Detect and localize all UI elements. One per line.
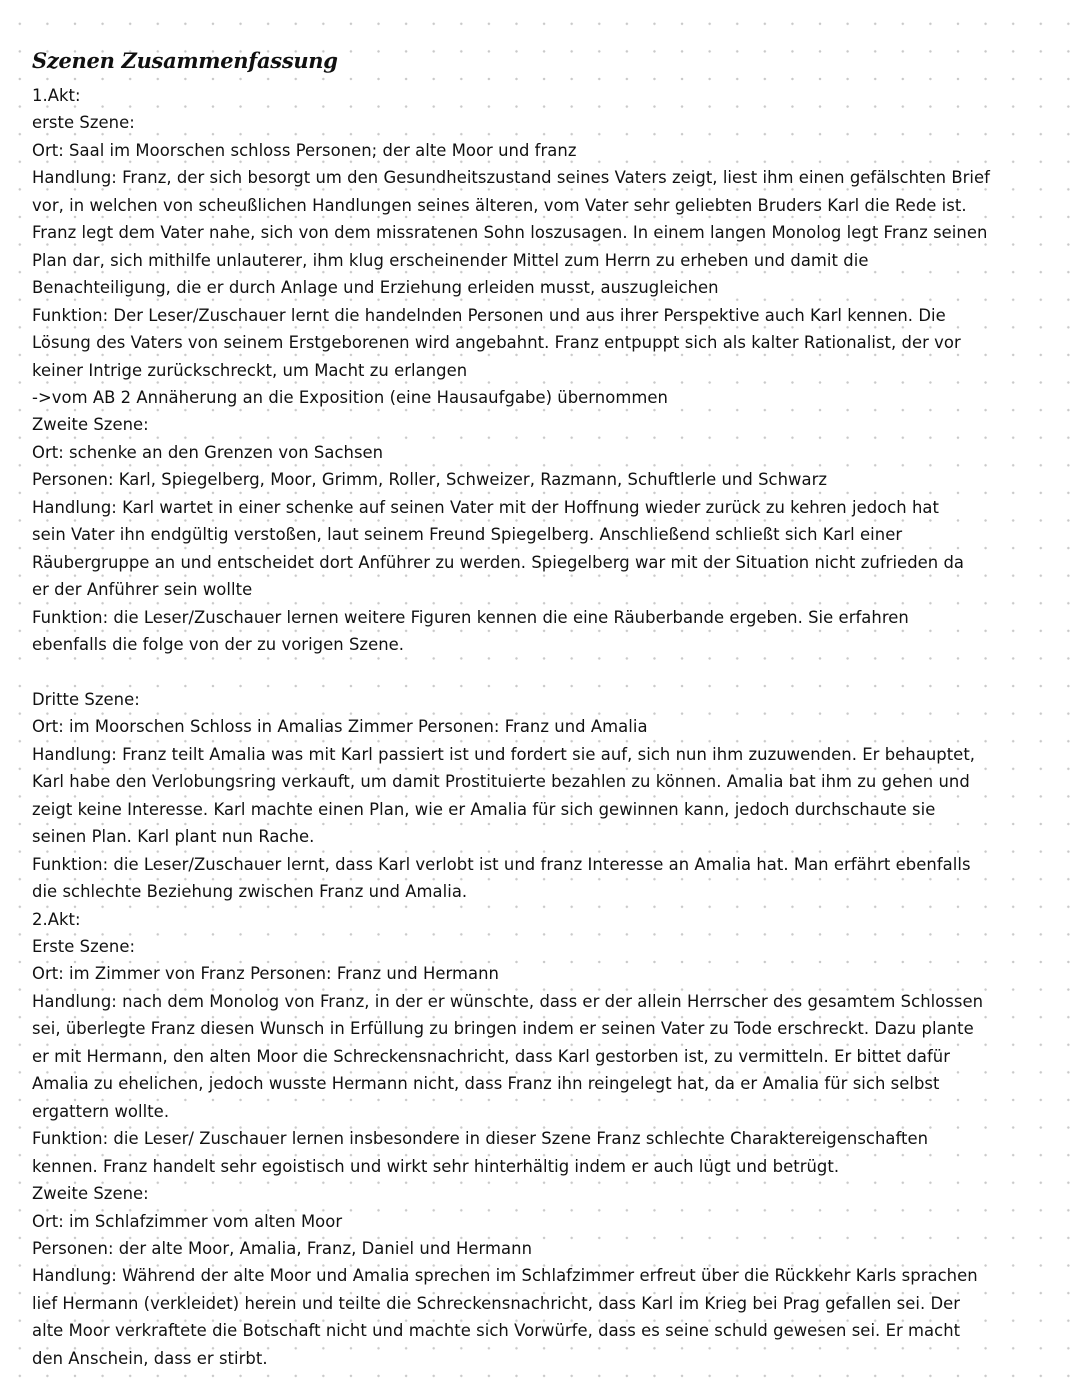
text-line: Handlung: Franz, der sich besorgt um den Gesundheitszustand seines Vaters zeigt, liest ihm einen gefälschten Brief (32, 168, 990, 188)
text-line: Benachteiligung, die er durch Anlage und Erziehung erleiden musst, auszugleichen (32, 278, 719, 298)
text-line: Ort: schenke an den Grenzen von Sachsen (32, 442, 384, 462)
text-line: Funktion: die Leser/ Zuschauer lernen insbesondere in dieser Szene Franz schlechte Charaktereigenschaften (32, 1129, 929, 1149)
text-line: vor, in welchen von scheußlichen Handlungen seines älteren, vom Vater sehr geliebten Bruders Karl die Rede ist. (32, 195, 967, 215)
text-line: Funktion: Der Leser/Zuschauer lernt die handelnden Personen und aus ihrer Perspektive auch Karl kennen. Die (32, 305, 946, 325)
note-lines (32, 82, 1062, 1372)
text-line: Dritte Szene: (32, 689, 140, 709)
text-line: die schlechte Beziehung zwischen Franz und Amalia. (32, 882, 468, 902)
text-line: lief Hermann (verkleidet) herein und teilte die Schreckensnachricht, dass Karl im Krieg bei Prag gefallen sei. Der (32, 1293, 961, 1313)
page-title: Szenen Zusammenfassung (32, 48, 338, 73)
text-line: Ort: im Moorschen Schloss in Amalias Zimmer Personen: Franz und Amalia (32, 717, 648, 737)
text-line: ebenfalls die folge von der zu vorigen Szene. (32, 635, 405, 655)
notes-page (32, 44, 1062, 1372)
text-line: Handlung: Während der alte Moor und Amalia sprechen im Schlafzimmer erfreut über die Rückkehr Karls sprachen (32, 1266, 978, 1286)
text-line: seinen Plan. Karl plant nun Rache. (32, 827, 315, 847)
text-line: Ort: im Schlafzimmer vom alten Moor (32, 1211, 343, 1231)
text-line: Funktion: die Leser/Zuschauer lernen weitere Figuren kennen die eine Räuberbande ergeben. Sie erfahren (32, 607, 909, 627)
text-line: Personen: Karl, Spiegelberg, Moor, Grimm, Roller, Schweizer, Razmann, Schuftlerle und Schwarz (32, 470, 828, 490)
text-line: erste Szene: (32, 113, 135, 133)
text-line: Amalia zu ehelichen, jedoch wusste Hermann nicht, dass Franz ihn reingelegt hat, da er Amalia für sich selbst (32, 1074, 940, 1094)
text-line: sei, überlegte Franz diesen Wunsch in Erfüllung zu bringen indem er seinen Vater zu Tode erschreckt. Dazu plante (32, 1019, 974, 1039)
text-line: Franz legt dem Vater nahe, sich von dem missratenen Sohn loszusagen. In einem langen Monolog legt Franz seinen (32, 223, 988, 243)
text-line: 2.Akt: (32, 909, 81, 929)
text-line: Handlung: Karl wartet in einer schenke auf seinen Vater mit der Hoffnung wieder zurück zu kehren jedoch hat (32, 497, 940, 517)
text-line: Zweite Szene: (32, 1184, 149, 1204)
text-line: Handlung: nach dem Monolog von Franz, in der er wünschte, dass er der allein Herrscher des gesamtem Schlossen (32, 991, 984, 1011)
text-line: sein Vater ihn endgültig verstoßen, laut seinem Freund Spiegelberg. Anschließend schließt sich Karl einer (32, 525, 903, 545)
text-line: den Anschein, dass er stirbt. (32, 1348, 268, 1368)
text-line: zeigt keine Interesse. Karl machte einen Plan, wie er Amalia für sich gewinnen kann, jedoch durchschaute sie (32, 799, 936, 819)
text-line: Plan dar, sich mithilfe unlauterer, ihm klug erscheinender Mittel zum Herrn zu erheben und damit die (32, 250, 869, 270)
text-line: er mit Hermann, den alten Moor die Schreckensnachricht, dass Karl gestorben ist, zu vermitteln. Er bittet dafür (32, 1046, 950, 1066)
text-line: Räubergruppe an und entscheidet dort Anführer zu werden. Spiegelberg war mit der Situation nicht zufrieden da (32, 552, 965, 572)
text-line: alte Moor verkraftete die Botschaft nicht und machte sich Vorwürfe, dass es seine schuld gewesen sei. Er macht (32, 1321, 961, 1341)
text-line: keiner Intrige zurückschreckt, um Macht zu erlangen (32, 360, 468, 380)
text-line: ergattern wollte. (32, 1101, 170, 1121)
text-line: Karl habe den Verlobungsring verkauft, um damit Prostituierte bezahlen zu können. Amalia bat ihm zu gehen und (32, 772, 970, 792)
text-line: Personen: der alte Moor, Amalia, Franz, Daniel und Hermann (32, 1239, 533, 1259)
text-line: Handlung: Franz teilt Amalia was mit Karl passiert ist und fordert sie auf, sich nun ihm zuzuwenden. Er behauptet, (32, 744, 976, 764)
text-line: Funktion: die Leser/Zuschauer lernt, dass Karl verlobt ist und franz Interesse an Amalia hat. Man erfährt ebenfalls (32, 854, 971, 874)
text-line: Erste Szene: (32, 937, 136, 957)
text-line: 1.Akt: (32, 86, 81, 105)
text-line: Ort: im Zimmer von Franz Personen: Franz und Hermann (32, 964, 499, 984)
text-line: Zweite Szene: (32, 415, 149, 435)
text-line: kennen. Franz handelt sehr egoistisch und wirkt sehr hinterhältig indem er auch lügt und betrügt. (32, 1156, 840, 1176)
text-line: Ort: Saal im Moorschen schloss Personen; der alte Moor und franz (32, 140, 577, 160)
blank-line (32, 659, 1062, 686)
text-line: ->vom AB 2 Annäherung an die Exposition (eine Hausaufgabe) übernommen (32, 387, 668, 407)
text-line: Lösung des Vaters von seinem Erstgeborenen wird angebahnt. Franz entpuppt sich als kalter Rationalist, der vor (32, 333, 961, 353)
text-line: er der Anführer sein wollte (32, 580, 253, 600)
